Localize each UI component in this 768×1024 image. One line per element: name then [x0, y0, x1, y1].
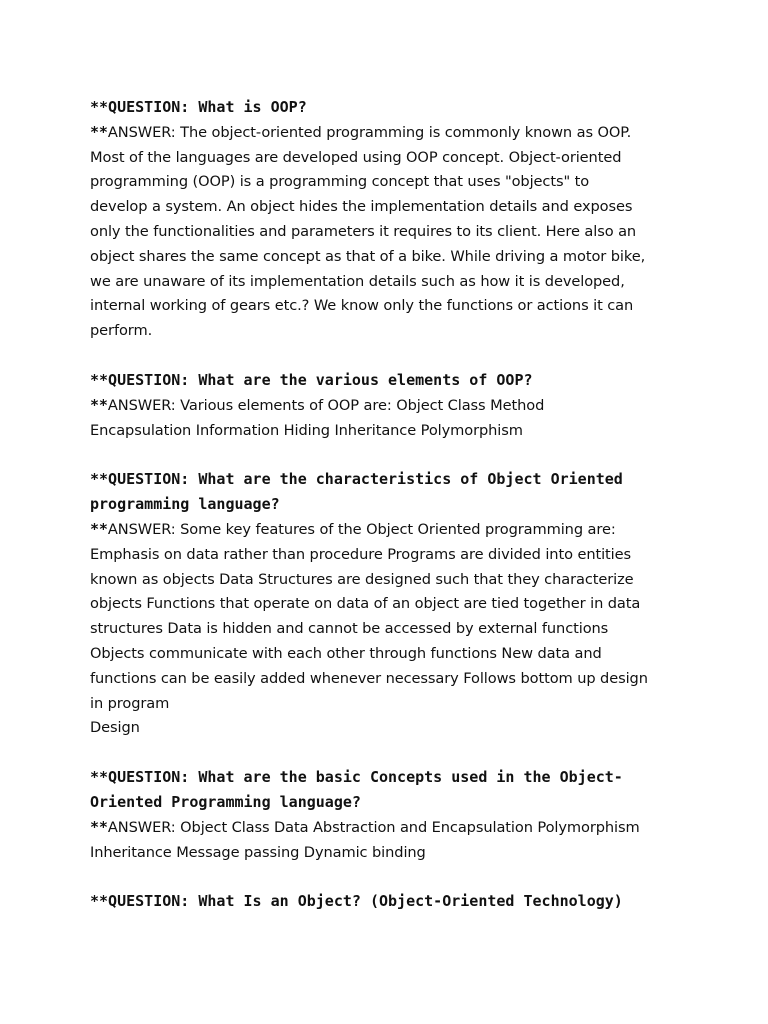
answer-line: Inheritance Message passing Dynamic binding [90, 843, 426, 861]
question-text: What is OOP? [198, 98, 307, 116]
document-page [90, 95, 690, 938]
answer-prefix: ** [90, 817, 108, 836]
answer-prefix: ** [90, 122, 108, 141]
question-text: What Is an Object? (Object-Oriented Technology) [198, 892, 623, 911]
question-3 [90, 467, 690, 517]
answer-line: : Object Class Data Abstraction and Encapsulation Polymorphism [170, 818, 640, 836]
qa-item-2 [90, 368, 690, 443]
answer-line: only the functionalities and parameters it requires to its client. Here also an [90, 222, 637, 240]
answer-4 [90, 815, 690, 866]
answer-1 [90, 120, 690, 344]
question-text: What are the basic Concepts used in the Object- [198, 768, 623, 787]
qa-item-4 [90, 765, 690, 865]
answer-tag: ANSWER [107, 123, 171, 141]
qa-item-1 [90, 95, 690, 344]
question-prefix: **QUESTION: [90, 370, 199, 389]
question-1 [90, 95, 690, 120]
qa-item-5 [90, 889, 690, 914]
question-prefix: **QUESTION: [90, 892, 199, 911]
answer-prefix: ** [90, 519, 108, 538]
answer-2 [90, 393, 690, 444]
answer-line: known as objects Data Structures are designed such that they characterize [90, 570, 634, 588]
answer-line: Objects communicate with each other through functions New data and [90, 644, 602, 662]
answer-prefix: ** [90, 395, 108, 414]
answer-3 [90, 517, 690, 741]
answer-line: Encapsulation Information Hiding Inheritance Polymorphism [90, 421, 523, 439]
answer-line: in program [90, 694, 170, 712]
question-prefix: **QUESTION: [90, 470, 199, 489]
answer-tag: ANSWER [107, 520, 171, 538]
answer-line: structures Data is hidden and cannot be accessed by external functions [90, 620, 609, 638]
answer-line: objects Functions that operate on data of an object are tied together in data [90, 595, 641, 613]
answer-line: develop a system. An object hides the implementation details and exposes [90, 198, 633, 216]
answer-tag: ANSWER [107, 818, 171, 836]
answer-line: : Some key features of the Object Oriented programming are: [170, 520, 616, 538]
question-text: programming language? [90, 495, 280, 514]
question-text: What are the various elements of OOP? [198, 370, 533, 389]
answer-line: perform. [90, 322, 153, 340]
answer-line: Most of the languages are developed using OOP concept. Object-oriented [90, 148, 622, 166]
qa-item-3 [90, 467, 690, 741]
answer-line: : The object-oriented programming is commonly known as OOP. [170, 123, 632, 141]
answer-line: object shares the same concept as that of a bike. While driving a motor bike, [90, 247, 646, 265]
question-prefix: **QUESTION: [90, 768, 199, 787]
answer-line: functions can be easily added whenever necessary Follows bottom up design [90, 669, 648, 687]
answer-tag: ANSWER [107, 396, 171, 414]
answer-line: programming (OOP) is a programming concept that uses "objects" to [90, 173, 590, 191]
answer-line: Design [90, 719, 140, 737]
question-prefix: **QUESTION: [90, 98, 199, 116]
question-4 [90, 765, 690, 815]
question-text: Oriented Programming language? [90, 792, 361, 811]
answer-line: Emphasis on data rather than procedure Programs are divided into entities [90, 545, 632, 563]
answer-line: we are unaware of its implementation details such as how it is developed, [90, 272, 625, 290]
question-text: What are the characteristics of Object Oriented [198, 470, 623, 489]
question-2 [90, 368, 690, 393]
question-5 [90, 889, 690, 914]
answer-line: : Various elements of OOP are: Object Class Method [170, 396, 545, 414]
answer-line: internal working of gears etc.? We know only the functions or actions it can [90, 297, 634, 315]
